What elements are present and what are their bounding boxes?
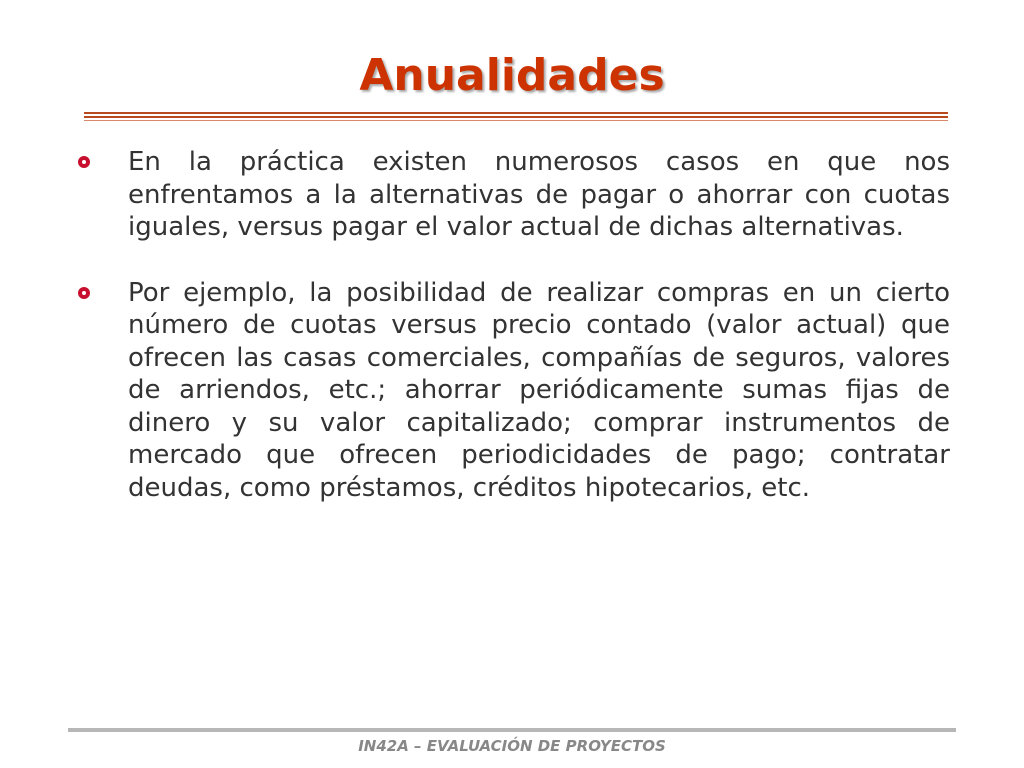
bullet-item xyxy=(72,277,950,505)
bullet-list xyxy=(72,146,950,537)
title-underline-line xyxy=(84,116,948,118)
title-underline-line xyxy=(84,120,948,121)
bullet-item xyxy=(72,146,950,244)
slide-title: Anualidades xyxy=(359,50,665,101)
title-underline-line xyxy=(84,112,948,114)
hollow-circle-bullet-icon xyxy=(78,287,90,299)
hollow-circle-bullet-icon xyxy=(78,156,90,168)
bullet-text: En la práctica existen numerosos casos en que nos enfrentamos a la alternativas de pagar o ahorrar con cuotas iguales, versus pagar el valor actual de dichas alternativas. xyxy=(128,147,950,242)
footer-divider xyxy=(68,728,956,732)
bullet-text: Por ejemplo, la posibilidad de realizar compras en un cierto número de cuotas versus precio contado (valor actual) que ofrecen las casas comerciales, compañías de seguros, valores de arriendos, etc.; ahorrar periódicamente sumas fijas de dinero y su valor capitalizado; comprar instrumentos de mercado que ofrecen periodicidades de pago; contratar deudas, como préstamos, créditos hipotecarios, etc. xyxy=(128,277,950,503)
footer-course-label: IN42A – EVALUACIÓN DE PROYECTOS xyxy=(358,737,666,755)
title-underline xyxy=(84,112,948,122)
